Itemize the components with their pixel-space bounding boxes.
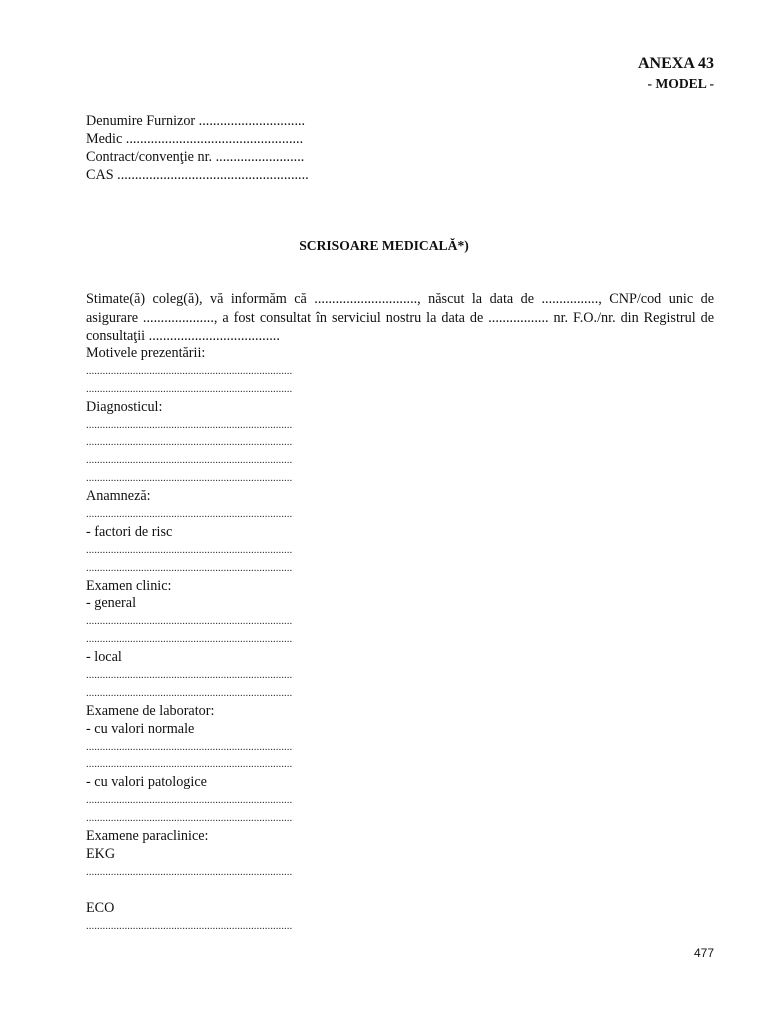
dotted-line: ...........................................................................	[86, 543, 293, 556]
dotted-line: ...........................................................................	[86, 919, 293, 932]
dotted-line: ...........................................................................	[86, 633, 293, 646]
dotted-line: ...........................................................................	[86, 472, 293, 485]
dotted-line: ...........................................................................	[86, 812, 293, 825]
intro-paragraph: Stimate(ă) coleg(ă), vă informăm că ............................., născut la data de ................, CNP/cod unic de asigurare ...................., a fost consultat în serviciul nostru la data de ................. nr. F.O./nr. din Registrul de consultaţii .....................................	[86, 291, 714, 344]
dotted-line: ...........................................................................	[86, 669, 293, 682]
subsection-label: - cu valori patologice	[86, 774, 207, 791]
dotted-line: ...........................................................................	[86, 561, 293, 574]
dotted-line: ...........................................................................	[86, 454, 293, 467]
cas-field: CAS ......................................................	[86, 167, 309, 183]
subsection-label: - cu valori normale	[86, 720, 195, 737]
annex-title: ANEXA 43	[637, 55, 714, 72]
subsection-label: ECO	[86, 899, 115, 916]
dotted-line: ...........................................................................	[86, 508, 293, 521]
section-label: Examen clinic:	[86, 577, 172, 594]
page-number: 477	[693, 946, 714, 960]
dotted-line: ...........................................................................	[86, 686, 293, 699]
dotted-line: ...........................................................................	[86, 794, 293, 807]
section-label: Anamneză:	[86, 488, 151, 505]
section-label: Examene paraclinice:	[86, 828, 209, 845]
contract-field: Contract/convenţie nr. .........................	[86, 149, 305, 165]
subsection-label: EKG	[86, 845, 116, 862]
section-label: Motivele prezentării:	[86, 345, 206, 361]
annex-subtitle: - MODEL -	[647, 76, 714, 91]
document-title: SCRISOARE MEDICALĂ*)	[299, 238, 469, 253]
medical-form	[86, 344, 386, 934]
section-label: Diagnosticul:	[86, 398, 163, 415]
dotted-line: ...........................................................................	[86, 740, 293, 753]
dotted-line: ...........................................................................	[86, 382, 293, 395]
dotted-line: ...........................................................................	[86, 865, 293, 878]
dotted-line: ...........................................................................	[86, 418, 293, 431]
provider-name-field: Denumire Furnizor ..............................	[86, 113, 306, 129]
subsection-label: - local	[86, 649, 122, 666]
spacer	[86, 881, 386, 899]
dotted-line: ...........................................................................	[86, 615, 293, 628]
provider-header	[86, 112, 309, 184]
dotted-line: ...........................................................................	[86, 758, 293, 771]
doctor-field: Medic ..................................................	[86, 131, 304, 147]
subsection-label: - general	[86, 595, 137, 612]
dotted-line: ...........................................................................	[86, 364, 293, 377]
section-label: Examene de laborator:	[86, 702, 215, 719]
dotted-line: ...........................................................................	[86, 436, 293, 449]
subsection-label: - factori de risc	[86, 523, 173, 540]
